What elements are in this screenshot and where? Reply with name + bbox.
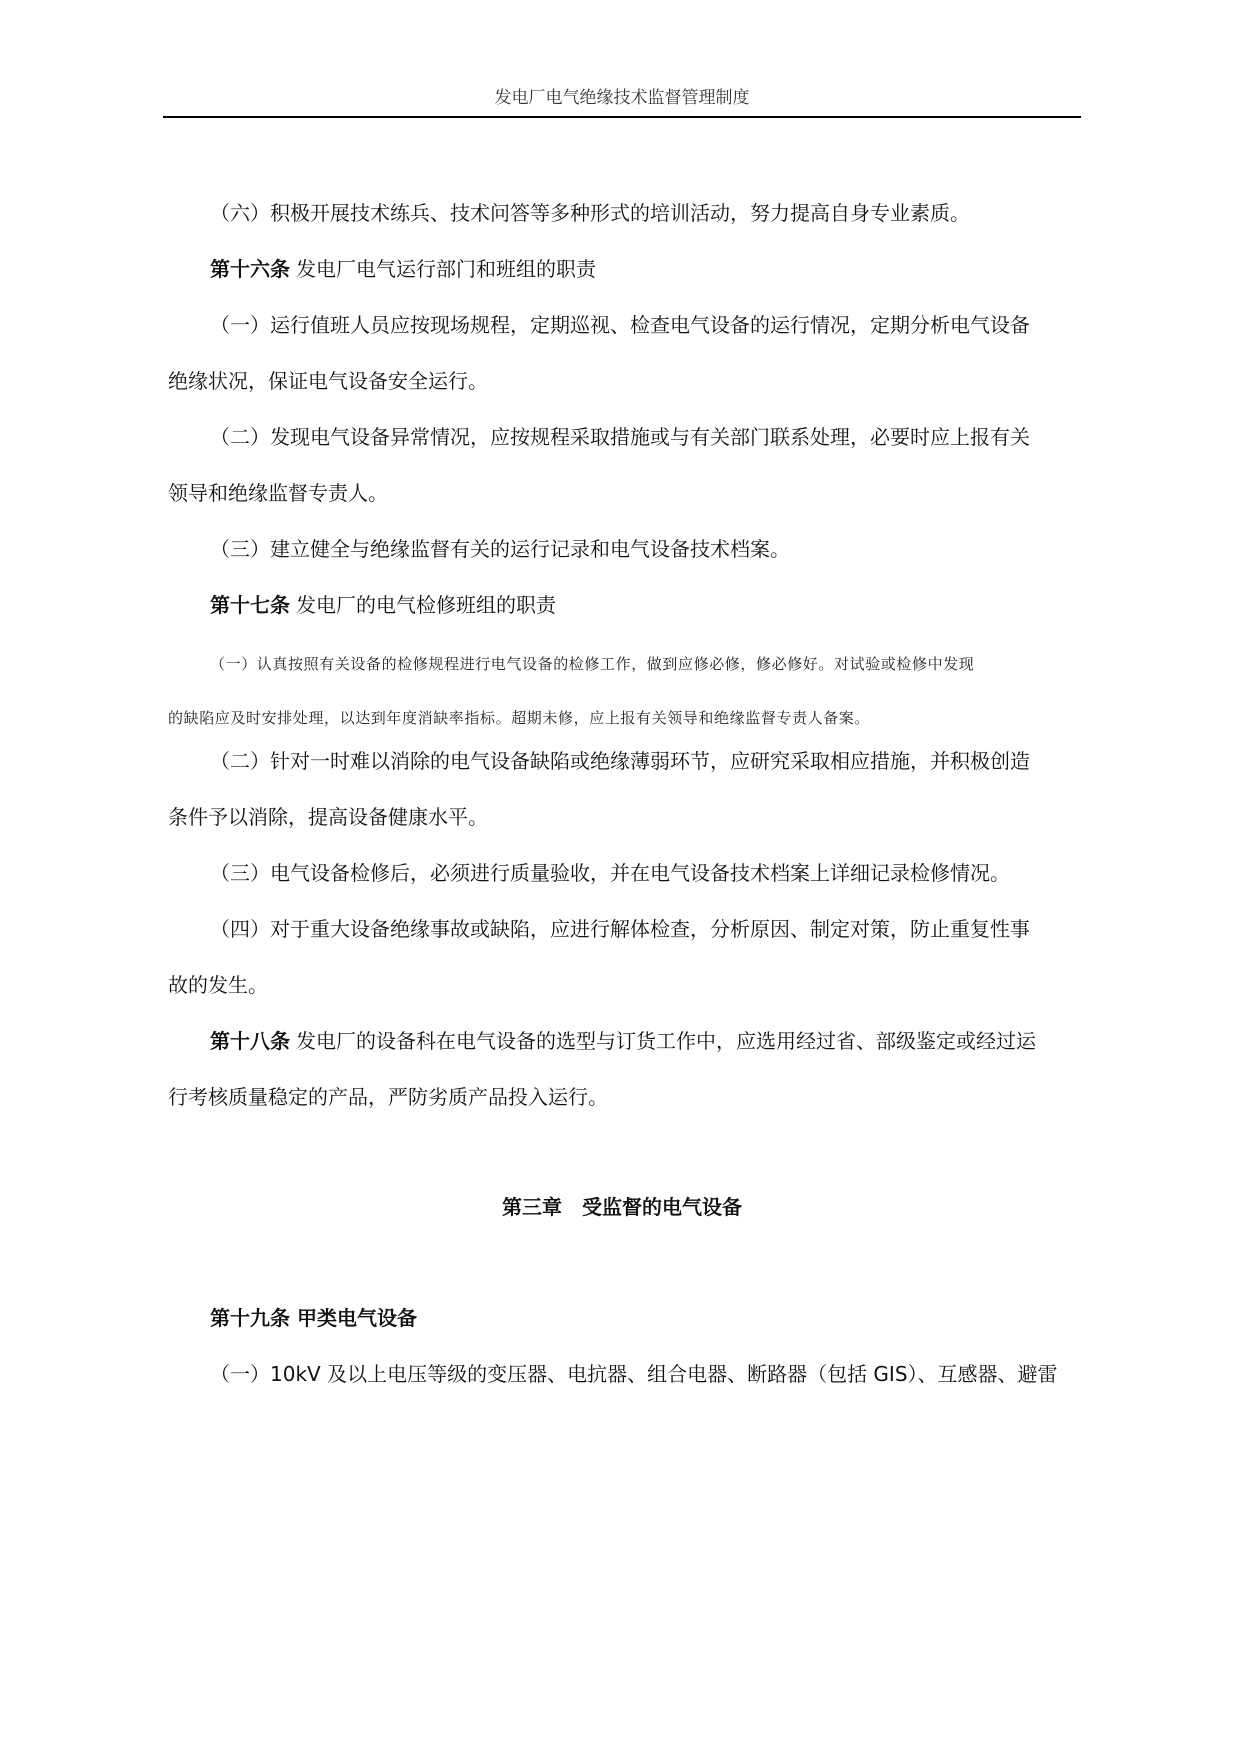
article-title: 发电厂电气运行部门和班组的职责 — [296, 257, 596, 281]
paragraph-line: （一）10kV 及以上电压等级的变压器、电抗器、组合电器、断路器（包括 GIS）、互感器、避雷 — [210, 1362, 1058, 1386]
article-number: 第十八条 — [210, 1029, 290, 1053]
article-19-heading: 第十九条 甲类电气设备 — [210, 1306, 417, 1330]
paragraph-line: 故的发生。 — [168, 973, 268, 997]
article-17-heading — [210, 590, 1130, 620]
article-title: 发电厂的电气检修班组的职责 — [296, 593, 556, 617]
article-18-heading — [210, 1026, 1130, 1056]
header-title: 发电厂电气绝缘技术监督管理制度 — [494, 88, 750, 108]
paragraph-line: 领导和绝缘监督专责人。 — [168, 481, 388, 505]
paragraph-line: （四）对于重大设备绝缘事故或缺陷，应进行解体检查，分析原因、制定对策，防止重复性事 — [210, 917, 1030, 941]
article-number: 第十六条 — [210, 257, 290, 281]
paragraph-line: （三）电气设备检修后，必须进行质量验收，并在电气设备技术档案上详细记录检修情况。 — [210, 861, 1010, 885]
paragraph-line: （一）认真按照有关设备的检修规程进行电气设备的检修工作，做到应修必修，修必修好。对试验或检修中发现 — [210, 655, 975, 673]
article-text: 发电厂的设备科在电气设备的选型与订货工作中，应选用经过省、部级鉴定或经过运 — [296, 1029, 1036, 1053]
paragraph-line: （二）针对一时难以消除的电气设备缺陷或绝缘薄弱环节，应研究采取相应措施，并积极创造 — [210, 749, 1030, 773]
article-16-heading — [210, 254, 1130, 284]
paragraph-line: （六）积极开展技术练兵、技术问答等多种形式的培训活动，努力提高自身专业素质。 — [210, 201, 970, 225]
paragraph-line: 绝缘状况，保证电气设备安全运行。 — [168, 369, 488, 393]
paragraph-line: 条件予以消除，提高设备健康水平。 — [168, 805, 488, 829]
article-number: 第十七条 — [210, 593, 290, 617]
paragraph-line: （一）运行值班人员应按现场规程，定期巡视、检查电气设备的运行情况，定期分析电气设备 — [210, 313, 1030, 337]
paragraph-line: 的缺陷应及时安排处理，以达到年度消缺率指标。超期未修，应上报有关领导和绝缘监督专责人备案。 — [168, 709, 871, 727]
paragraph-line: （三）建立健全与绝缘监督有关的运行记录和电气设备技术档案。 — [210, 537, 790, 561]
paragraph-line: 行考核质量稳定的产品，严防劣质产品投入运行。 — [168, 1085, 608, 1109]
paragraph-line: （二）发现电气设备异常情况，应按规程采取措施或与有关部门联系处理，必要时应上报有关 — [210, 425, 1030, 449]
page-header — [163, 86, 1081, 118]
chapter-title: 第三章 受监督的电气设备 — [502, 1195, 742, 1219]
